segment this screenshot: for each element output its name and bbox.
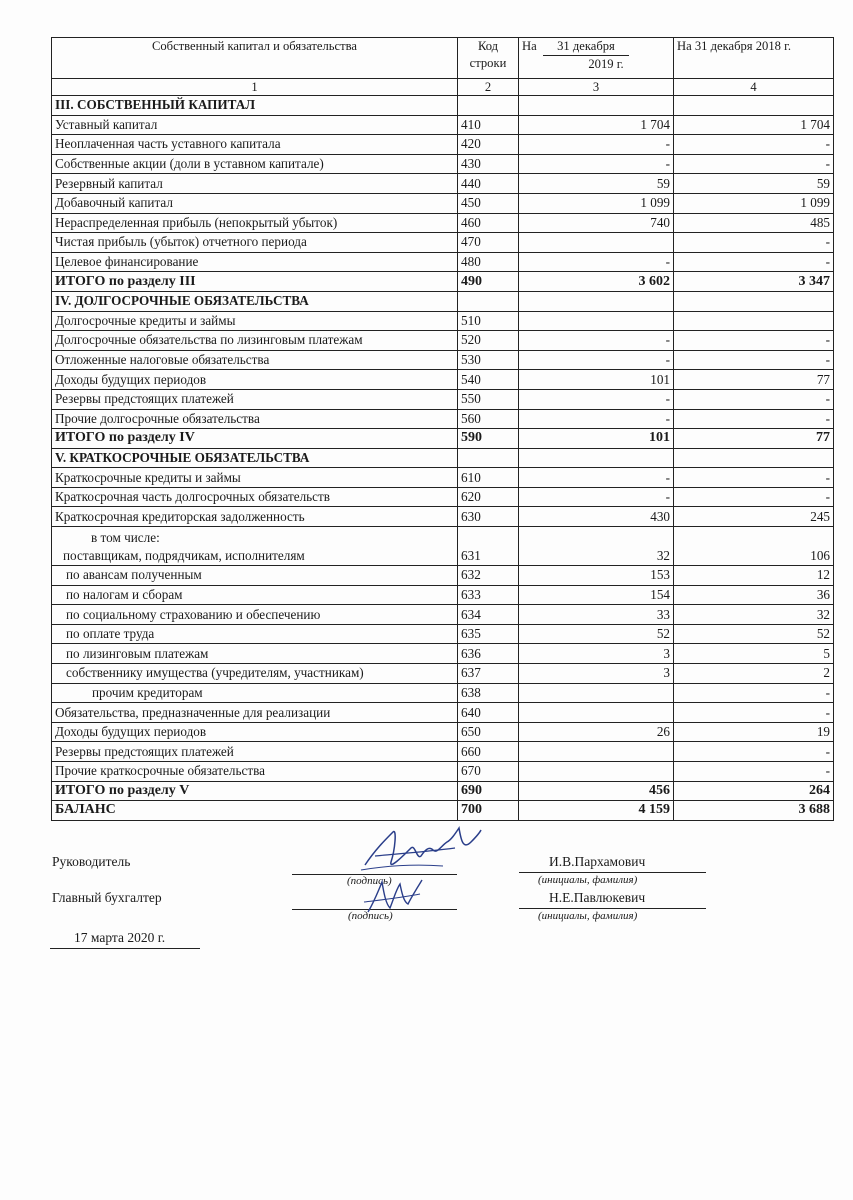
- value-2019: -: [519, 389, 674, 409]
- value-2019: -: [519, 154, 674, 174]
- table-row: [52, 742, 834, 762]
- header-col-2018: На 31 декабря 2018 г.: [674, 38, 834, 79]
- value-2019: [519, 233, 674, 253]
- value-2018: 245: [674, 507, 834, 527]
- value-2018: [674, 96, 834, 116]
- row-code: 590: [458, 429, 519, 449]
- value-2019: 101: [519, 429, 674, 449]
- row-code: 420: [458, 135, 519, 155]
- row-label: Прочие долгосрочные обязательства: [52, 409, 458, 429]
- value-2018: 1 099: [674, 193, 834, 213]
- column-index: 4: [674, 79, 834, 96]
- table-row: [52, 703, 834, 723]
- row-code: 480: [458, 252, 519, 272]
- row-label: V. КРАТКОСРОЧНЫЕ ОБЯЗАТЕЛЬСТВА: [52, 448, 458, 468]
- row-code: 440: [458, 174, 519, 194]
- value-2018: -: [674, 487, 834, 507]
- row-label: Долгосрочные обязательства по лизинговым платежам: [52, 331, 458, 351]
- value-2018: 77: [674, 429, 834, 449]
- row-label: Резервный капитал: [52, 174, 458, 194]
- value-2019: 3 602: [519, 272, 674, 292]
- row-code: 620: [458, 487, 519, 507]
- value-2018: 19: [674, 722, 834, 742]
- value-2018: 106: [674, 527, 834, 566]
- table-row: [52, 213, 834, 233]
- table-row: [52, 605, 834, 625]
- value-2019: 154: [519, 585, 674, 605]
- table-row: [52, 624, 834, 644]
- row-code: 690: [458, 781, 519, 801]
- row-label: Доходы будущих периодов: [52, 370, 458, 390]
- row-label: Прочие краткосрочные обязательства: [52, 762, 458, 782]
- row-code: 630: [458, 507, 519, 527]
- value-2019: [519, 762, 674, 782]
- table-row: [52, 311, 834, 331]
- value-2019: 32: [519, 527, 674, 566]
- row-code: 560: [458, 409, 519, 429]
- row-code: 634: [458, 605, 519, 625]
- value-2018: -: [674, 742, 834, 762]
- table-row: [52, 664, 834, 684]
- value-2018: 59: [674, 174, 834, 194]
- value-2019: 4 159: [519, 801, 674, 821]
- row-code: 430: [458, 154, 519, 174]
- value-2018: [674, 291, 834, 311]
- table-row: [52, 566, 834, 586]
- value-2018: -: [674, 135, 834, 155]
- value-2019: 1 099: [519, 193, 674, 213]
- accountant-name-line: [519, 908, 706, 909]
- value-2019: -: [519, 409, 674, 429]
- value-2018: 32: [674, 605, 834, 625]
- row-label: Краткосрочная часть долгосрочных обязательств: [52, 487, 458, 507]
- value-2018: -: [674, 350, 834, 370]
- table-row: [52, 135, 834, 155]
- accountant-signature-mark: [360, 872, 430, 920]
- row-label: по социальному страхованию и обеспечению: [52, 605, 458, 625]
- director-name-line: [519, 872, 706, 873]
- value-2018: 485: [674, 213, 834, 233]
- value-2019: -: [519, 350, 674, 370]
- value-2018: [674, 448, 834, 468]
- value-2018: 1 704: [674, 115, 834, 135]
- row-code: 410: [458, 115, 519, 135]
- row-label: Отложенные налоговые обязательства: [52, 350, 458, 370]
- row-code: [458, 96, 519, 116]
- table-row: [52, 389, 834, 409]
- row-code: 490: [458, 272, 519, 292]
- table-row: [52, 409, 834, 429]
- row-label: Краткосрочные кредиты и займы: [52, 468, 458, 488]
- value-2019: 59: [519, 174, 674, 194]
- row-code: 660: [458, 742, 519, 762]
- row-code: 520: [458, 331, 519, 351]
- row-label: ИТОГО по разделу IV: [52, 429, 458, 449]
- section-header-row: [52, 96, 834, 116]
- table-row: [52, 174, 834, 194]
- table-row: [52, 683, 834, 703]
- row-code: 640: [458, 703, 519, 723]
- row-code: 470: [458, 233, 519, 253]
- value-2018: 264: [674, 781, 834, 801]
- row-label: ИТОГО по разделу III: [52, 272, 458, 292]
- value-2019: 153: [519, 566, 674, 586]
- value-2018: 5: [674, 644, 834, 664]
- row-label: Долгосрочные кредиты и займы: [52, 311, 458, 331]
- value-2019: 101: [519, 370, 674, 390]
- header-2019-date: 31 декабря: [543, 38, 629, 56]
- table-row: [52, 115, 834, 135]
- value-2018: -: [674, 252, 834, 272]
- value-2018: 77: [674, 370, 834, 390]
- value-2018: 3 688: [674, 801, 834, 821]
- row-label: БАЛАНС: [52, 801, 458, 821]
- value-2019: 740: [519, 213, 674, 233]
- row-label: IV. ДОЛГОСРОЧНЫЕ ОБЯЗАТЕЛЬСТВА: [52, 291, 458, 311]
- row-label: Собственные акции (доли в уставном капитале): [52, 154, 458, 174]
- value-2019: -: [519, 487, 674, 507]
- value-2018: -: [674, 762, 834, 782]
- value-2018: -: [674, 389, 834, 409]
- row-code: 650: [458, 722, 519, 742]
- row-code: 631: [458, 527, 519, 566]
- value-2018: 3 347: [674, 272, 834, 292]
- table-row: [52, 468, 834, 488]
- row-label: по налогам и сборам: [52, 585, 458, 605]
- report-date: 17 марта 2020 г.: [74, 930, 166, 945]
- accountant-name: Н.Е.Павлюкевич: [549, 890, 646, 905]
- value-2019: -: [519, 135, 674, 155]
- row-label: по оплате труда: [52, 624, 458, 644]
- value-2019: 52: [519, 624, 674, 644]
- column-index: 3: [519, 79, 674, 96]
- row-label: Доходы будущих периодов: [52, 722, 458, 742]
- row-code: 636: [458, 644, 519, 664]
- table-row: [52, 722, 834, 742]
- header-col-name: Собственный капитал и обязательства: [52, 38, 458, 79]
- row-code: 700: [458, 801, 519, 821]
- value-2019: 456: [519, 781, 674, 801]
- row-code: 610: [458, 468, 519, 488]
- section-header-row: [52, 291, 834, 311]
- value-2019: [519, 703, 674, 723]
- value-2018: -: [674, 409, 834, 429]
- value-2019: -: [519, 331, 674, 351]
- value-2018: 2: [674, 664, 834, 684]
- value-2019: 1 704: [519, 115, 674, 135]
- row-label-text: поставщикам, подрядчикам, исполнителям: [63, 548, 305, 564]
- value-2019: 430: [519, 507, 674, 527]
- total-row: [52, 801, 834, 821]
- row-label: Нераспределенная прибыль (непокрытый убыток): [52, 213, 458, 233]
- table-row: [52, 154, 834, 174]
- value-2018: 36: [674, 585, 834, 605]
- table-row: [52, 762, 834, 782]
- row-code: 540: [458, 370, 519, 390]
- total-row: [52, 429, 834, 449]
- value-2019: 26: [519, 722, 674, 742]
- value-2018: -: [674, 331, 834, 351]
- value-2019: [519, 311, 674, 331]
- value-2018: -: [674, 233, 834, 253]
- header-row: [52, 38, 834, 79]
- value-2018: -: [674, 703, 834, 723]
- table-row: [52, 585, 834, 605]
- row-label: Резервы предстоящих платежей: [52, 742, 458, 762]
- table-row: [52, 527, 834, 566]
- total-row: [52, 272, 834, 292]
- row-label: прочим кредиторам: [52, 683, 458, 703]
- row-label: Неоплаченная часть уставного капитала: [52, 135, 458, 155]
- accountant-name-caption: (инициалы, фамилия): [538, 910, 638, 922]
- value-2018: -: [674, 154, 834, 174]
- column-index-row: [52, 79, 834, 96]
- row-code: 670: [458, 762, 519, 782]
- row-code: 632: [458, 566, 519, 586]
- value-2019: -: [519, 468, 674, 488]
- table-row: [52, 252, 834, 272]
- header-col-2019: [519, 38, 674, 79]
- row-code: [458, 448, 519, 468]
- row-code: 450: [458, 193, 519, 213]
- header-col-code: Код строки: [458, 38, 519, 79]
- row-label: Резервы предстоящих платежей: [52, 389, 458, 409]
- row-label: Уставный капитал: [52, 115, 458, 135]
- row-label: Чистая прибыль (убыток) отчетного периода: [52, 233, 458, 253]
- director-name-caption: (инициалы, фамилия): [538, 874, 638, 886]
- row-label: по авансам полученным: [52, 566, 458, 586]
- value-2019: [519, 96, 674, 116]
- row-code: 633: [458, 585, 519, 605]
- row-label: Обязательства, предназначенные для реализации: [52, 703, 458, 723]
- row-code: 510: [458, 311, 519, 331]
- value-2018: -: [674, 468, 834, 488]
- row-code: 638: [458, 683, 519, 703]
- table-row: [52, 644, 834, 664]
- row-prefix: в том числе:: [91, 530, 160, 546]
- director-signature-caption: (подпись): [347, 875, 392, 887]
- value-2019: [519, 291, 674, 311]
- table-row: [52, 370, 834, 390]
- value-2019: [519, 683, 674, 703]
- report-date-line: [50, 948, 200, 949]
- accountant-role: Главный бухгалтер: [52, 890, 162, 905]
- total-row: [52, 781, 834, 801]
- table-row: [52, 233, 834, 253]
- row-code: [458, 291, 519, 311]
- accountant-signature-caption: (подпись): [348, 910, 393, 922]
- row-label: [52, 527, 458, 566]
- section-header-row: [52, 448, 834, 468]
- value-2018: [674, 311, 834, 331]
- value-2019: -: [519, 252, 674, 272]
- row-code: 637: [458, 664, 519, 684]
- table-row: [52, 507, 834, 527]
- value-2019: [519, 742, 674, 762]
- value-2019: 3: [519, 664, 674, 684]
- column-index: 2: [458, 79, 519, 96]
- row-label: III. СОБСТВЕННЫЙ КАПИТАЛ: [52, 96, 458, 116]
- header-2019-prefix: На: [522, 39, 537, 53]
- header-2019-year: 2019 г.: [588, 57, 624, 71]
- row-label: Целевое финансирование: [52, 252, 458, 272]
- row-code: 460: [458, 213, 519, 233]
- balance-table: [51, 37, 834, 821]
- row-code: 550: [458, 389, 519, 409]
- row-label: Краткосрочная кредиторская задолженность: [52, 507, 458, 527]
- row-code: 530: [458, 350, 519, 370]
- row-label: ИТОГО по разделу V: [52, 781, 458, 801]
- row-label: по лизинговым платежам: [52, 644, 458, 664]
- director-role: Руководитель: [52, 854, 131, 869]
- row-label: собственнику имущества (учредителям, участникам): [52, 664, 458, 684]
- table-row: [52, 350, 834, 370]
- value-2019: 3: [519, 644, 674, 664]
- table-row: [52, 487, 834, 507]
- value-2019: 33: [519, 605, 674, 625]
- value-2019: [519, 448, 674, 468]
- value-2018: 12: [674, 566, 834, 586]
- value-2018: -: [674, 683, 834, 703]
- table-row: [52, 331, 834, 351]
- director-name: И.В.Пархамович: [549, 854, 646, 869]
- row-label: Добавочный капитал: [52, 193, 458, 213]
- table-row: [52, 193, 834, 213]
- row-code: 635: [458, 624, 519, 644]
- value-2018: 52: [674, 624, 834, 644]
- column-index: 1: [52, 79, 458, 96]
